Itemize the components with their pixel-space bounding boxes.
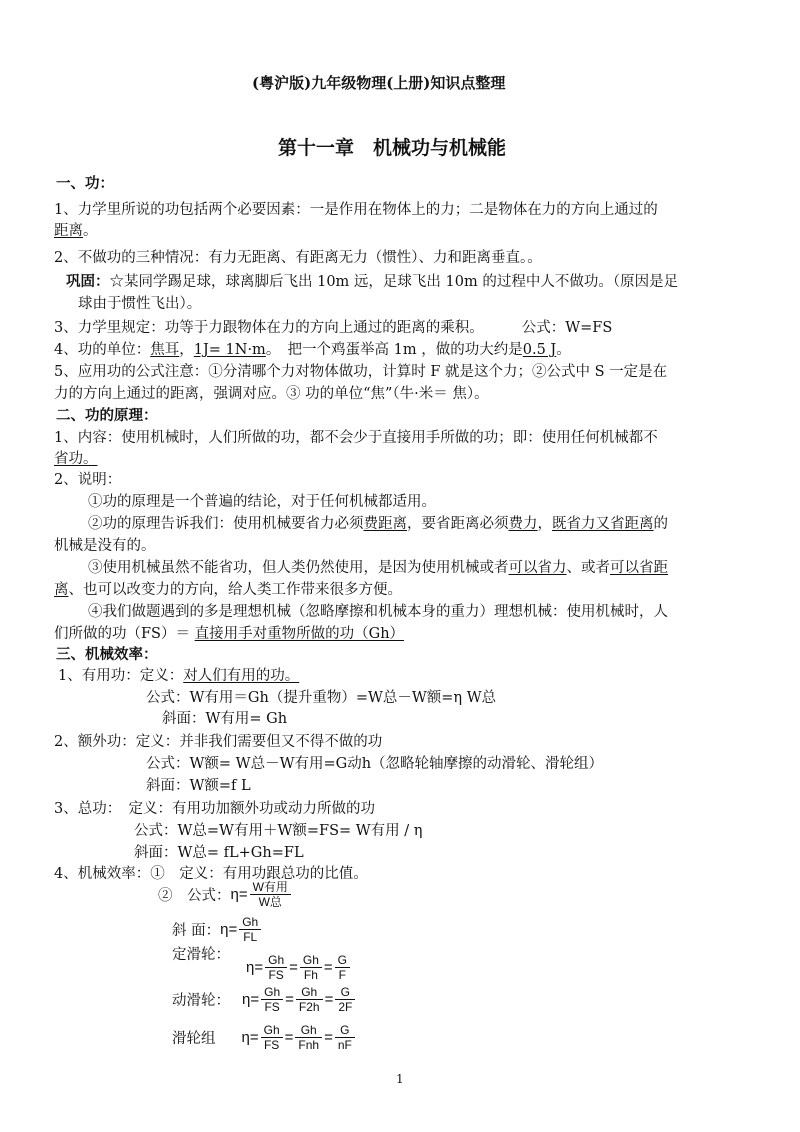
section-1-heading: 一、功： (56, 175, 114, 192)
s1-p5: 5、应用功的公式注意：①分清哪个力对物体做功，计算时 F 就是这个力；②公式中 S 一定是在 (54, 364, 668, 380)
unit-joule: 焦耳 (150, 342, 180, 358)
extra-work-def: 2、额外功：定义：并非我们需要但又不得不做的功 (54, 734, 383, 750)
efficiency-formula: ② 公式：η= $\frac{\text{W有用}}{\text{W总}}$ (158, 880, 293, 909)
useful-work-formula: 公式：W有用＝Gh（提升重物）=W总－W额=η W总 (146, 690, 497, 706)
doc-title: (粤沪版)九年级物理(上册)知识点整理 (252, 74, 506, 92)
s1-consolidate: 巩固：☆某同学踢足球，球离脚后飞出 10m 远，足球飞出 10m 的过程中人不做功。（原因是足 (66, 273, 679, 290)
s1-p1-cont: 距离。 (54, 223, 98, 239)
efficiency-movable-pulley: 动滑轮： η= $\frac{Gh}{FS}$ = $\frac{Gh}{F2h}$ = $\frac{G}{2F}$ (172, 985, 357, 1014)
consolidate-label: 巩固： (66, 273, 110, 290)
total-work-incline: 斜面：W总= fL+Gh=FL (134, 845, 304, 861)
efficiency-fraction: $\frac{\text{W有用}}{\text{W总}}$ (250, 880, 291, 909)
s2-n4-cont: 们所做的功（FS）＝ 直接用手对重物所做的功（Gh） (54, 626, 405, 642)
s2-n3-cont: 离、也可以改变力的方向，给人类工作带来很多方便。 (54, 582, 402, 598)
efficiency-fixed-pulley: η= $\frac{Gh}{FS}$ = $\frac{Gh}{Fh}$ = $\frac{G}{F}$ (246, 953, 352, 982)
s1-p4: 4、功的单位：焦耳，1J= 1N·m。 把一个鸡蛋举高 1m ，做的功大约是0.5 J。 (54, 342, 571, 358)
efficiency-def: 4、机械效率：① 定义：有用功跟总功的比值。 (54, 866, 368, 882)
s2-n3: ③使用机械虽然不能省功，但人类仍然使用，是因为使用机械或者可以省力、或者可以省距 (88, 560, 668, 576)
egg-work-value: 0.5 J (522, 342, 557, 358)
s2-n4: ④我们做题遇到的多是理想机械（忽略摩擦和机械本身的重力）理想机械：使用机械时，人 (88, 604, 668, 620)
s1-p2: 2、不做功的三种情况：有力无距离、有距离无力（惯性）、力和距离垂直。。 (54, 250, 542, 266)
unit-definition: 1J= 1N·m (193, 342, 266, 358)
useful-work-incline: 斜面：W有用= Gh (162, 711, 288, 727)
s1-p1: 1、力学里所说的功包括两个必要因素：一是作用在物体上的力；二是物体在力的方向上通过的 (54, 202, 658, 218)
s1-p3: 3、力学里规定：功等于力跟物体在力的方向上通过的距离的乘积。 公式：W=FS (54, 320, 613, 336)
total-work-def: 3、总功： 定义：有用功加额外功或动力所做的功 (54, 801, 375, 817)
eta-symbol: η (230, 886, 239, 903)
s2-n2-cont: 机械是没有的。 (54, 538, 156, 554)
chapter-title: 第十一章 机械功与机械能 (278, 137, 507, 159)
s2-c1-cont: 省功。 (54, 451, 98, 467)
work-formula: 公式：W=FS (521, 320, 613, 336)
useful-work-def: 1、有用功：定义：对人们有用的功。 (58, 668, 300, 684)
efficiency-incline: 斜 面：η= $\frac{Gh}{FL}$ (172, 915, 263, 944)
extra-work-incline: 斜面：W额=f L (146, 778, 251, 794)
s2-c1: 1、内容：使用机械时，人们所做的功，都不会少于直接用手所做的功；即：使用任何机械都不 (54, 430, 658, 446)
ideal-machine-equality: 直接用手对重物所做的功（Gh） (194, 626, 405, 642)
s1-p5-cont: 力的方向上通过的距离，强调对应。③ 功的单位“焦”（牛·米＝ 焦）。 (54, 386, 489, 402)
s2-n2: ②功的原理告诉我们：使用机械要省力必须费距离，要省距离必须费力，既省力又省距离的 (88, 516, 668, 532)
section-3-heading: 三、机械效率： (56, 646, 158, 663)
extra-work-formula: 公式：W额= W总－W有用=G动h（忽略轮轴摩擦的动滑轮、滑轮组） (146, 756, 604, 772)
s2-n1: ①功的原理是一个普遍的结论，对于任何机械都适用。 (88, 494, 436, 510)
s1-consolidate-cont: 球由于惯性飞出）。 (78, 296, 202, 312)
fixed-pulley-label: 定滑轮： (172, 947, 230, 963)
s2-c2: 2、说明： (54, 472, 122, 488)
section-2-heading: 二、功的原理： (56, 407, 158, 424)
total-work-formula: 公式：W总=W有用＋W额=FS= W有用 / η (134, 823, 423, 839)
efficiency-pulley-block: 滑轮组 η= $\frac{Gh}{FS}$ = $\frac{Gh}{\text{Fnh}}$ = $\frac{G}{nF}$ (172, 1023, 357, 1052)
page-number: 1 (396, 1072, 404, 1086)
s1-p1-distance: 距离 (54, 223, 83, 239)
